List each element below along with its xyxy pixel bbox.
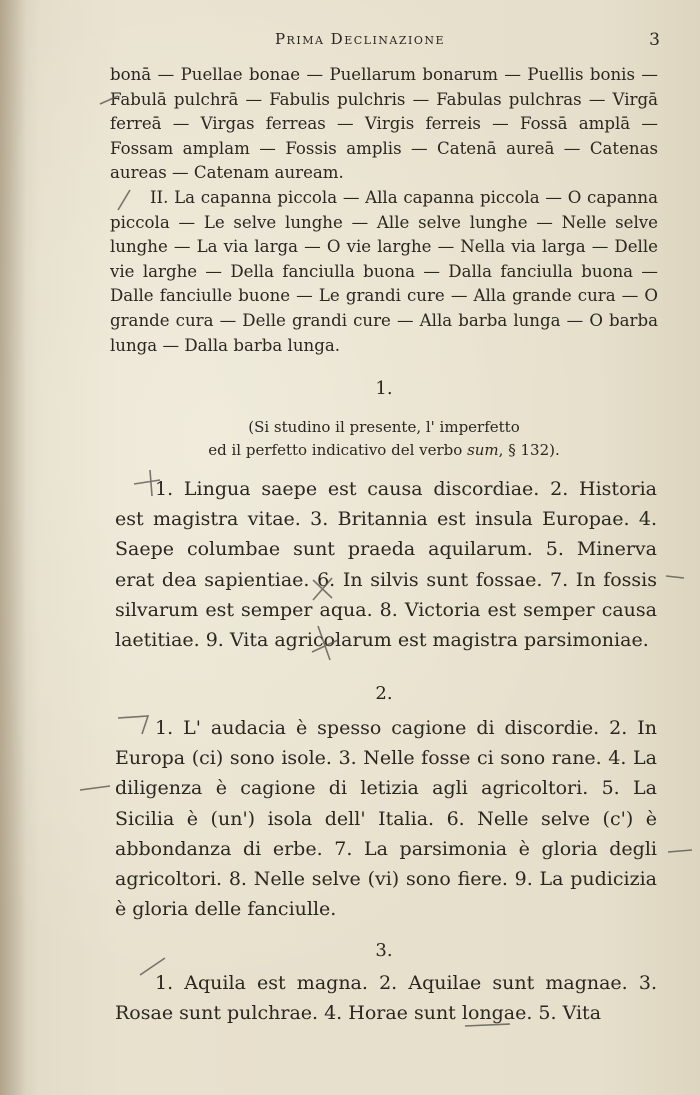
exercise-2-number: 2.: [375, 683, 393, 704]
exercise-3-number: 3.: [375, 940, 393, 961]
latin-exercise-continuation: bonā — Puellae bonae — Puellarum bonarum — Puellis bonis — Fabulā pulchrā — Fabulis pulchris — Fabulas pulchras — Virgā ferreā — Virgas ferreas — Virgis ferreis — Fossā amplā — Fossam amplam — Fossis amplis — Catenā aureā — Catenas aureas — Catenam auream.: [110, 65, 658, 183]
italian-exercise-text: La capanna piccola — Alla capanna piccola — O capanna piccola — Le selve lunghe — Alle selve lunghe — Nelle selve lunghe — La via larga — O vie larghe — Nella via larga — Delle vie larghe — Della fanciulla buona — Dalla fanciulla buona — Dalle fanciulle buone — Le grandi cure — Alla grande cura — O grande cura — Delle grandi cure — Alla barba lunga — O barba lunga — Dalla barba lunga.: [110, 187, 658, 355]
page-number: 3: [649, 30, 660, 50]
exercise-1-text: 1. Lingua saepe est causa discordiae. 2. Historia est magistra vitae. 3. Britannia est insula Europae. 4. Saepe columbae sunt praeda aquilarum. 5. Minerva erat dea sapientiae. 6. In silvis sunt fossae. 7. In fossis silvarum est semper aqua. 8. Victoria est semper causa laetitiae. 9. Vita agricolarum est magistra parsimoniae.: [115, 478, 657, 652]
instruction-line-1: (Si studino il presente, l' imperfetto: [248, 418, 520, 436]
running-head: [110, 30, 660, 56]
exercise-2-text: 1. L' audacia è spesso cagione di discordie. 2. In Europa (ci) sono isole. 3. Nelle fosse ci sono rane. 4. La diligenza è cagione di letizia agli agricoltori. 5. La Sicilia è (un') isola dell' Italia. 6. Nelle selve (c') è abbondanza di erbe. 7. La parsimonia è gloria degli agricoltori. 8. Nelle selve (vi) sono fiere. 9. La pudicizia è gloria delle fanciulle.: [115, 717, 657, 921]
exercise-1-instruction: [110, 416, 658, 462]
translation-exercises-block: [110, 63, 658, 358]
running-title: Prima Declinazione: [274, 30, 446, 48]
instruction-line-2-start: ed il perfetto indicativo del verbo: [208, 441, 468, 459]
pencil-dash-mark: [666, 576, 684, 578]
italian-exercise-paragraph: [110, 186, 658, 358]
italian-exercise-label: II.: [150, 187, 169, 207]
instruction-line-2-end: , § 132).: [498, 441, 560, 459]
pencil-dash-mark: [668, 850, 692, 852]
exercise-3-text: 1. Aquila est magna. 2. Aquilae sunt magnae. 3. Rosae sunt pulchrae. 4. Horae sunt longae. 5. Vita: [115, 972, 657, 1025]
instruction-verb: sum: [467, 441, 499, 459]
exercise-1-number: 1.: [375, 378, 393, 399]
instruction-line-2: [110, 439, 658, 462]
pencil-dash-mark: [80, 786, 110, 790]
page-gutter-shadow: [0, 0, 26, 1095]
